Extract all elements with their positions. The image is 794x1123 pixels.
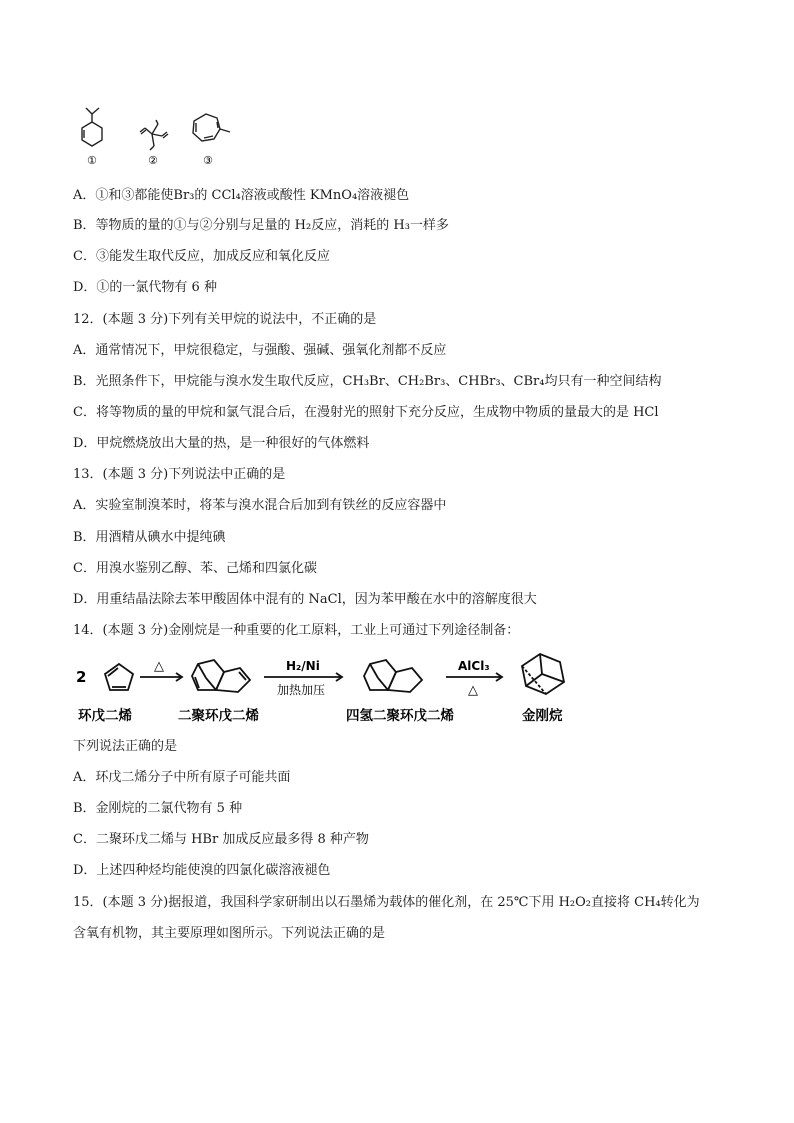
cyclopentadiene-ring <box>105 664 133 690</box>
scheme-svg <box>74 650 594 728</box>
q11-option-c: C．③能发生取代反应，加成反应和氧化反应 <box>73 249 330 264</box>
q12-stem: 12．(本题 3 分)下列有关甲烷的说法中，不正确的是 <box>73 312 377 327</box>
q15-line-1: 15．(本题 3 分)据报道，我国科学家研制出以石墨烯为载体的催化剂，在 25℃下用 H₂O₂直接将 CH₄转化为 <box>73 895 700 910</box>
q13-option-c: C．用溴水鉴别乙醇、苯、己烯和四氯化碳 <box>73 561 317 576</box>
q11-option-d: D．①的一氯代物有 6 种 <box>73 280 217 295</box>
name-dicyclopentadiene: 二聚环戊二烯 <box>178 708 259 724</box>
q12-option-c: C．将等物质的量的甲烷和氯气混合后，在漫射光的照射下充分反应，生成物中物质的量最大的是 HCl <box>73 405 659 420</box>
name-cyclopentadiene: 环戊二烯 <box>78 708 132 724</box>
arrow2-condition: 加热加压 <box>277 683 326 697</box>
q14-option-c: C．二聚环戊二烯与 HBr 加成反应最多得 8 种产物 <box>73 832 369 847</box>
label-2: ② <box>148 154 158 167</box>
molecule-3-drawing <box>193 114 230 141</box>
q13-stem: 13．(本题 3 分)下列说法中正确的是 <box>73 467 286 482</box>
q12-option-a: A．通常情况下，甲烷很稳定，与强酸、强碱、强氧化剂都不反应 <box>73 343 447 358</box>
q11-option-a: A．①和③都能使Br₃的 CCl₄溶液或酸性 KMnO₄溶液褪色 <box>73 188 410 203</box>
q14-option-b: B．金刚烷的二氯代物有 5 种 <box>73 801 243 816</box>
q11-option-b: B．等物质的量的①与②分别与足量的 H₂反应，消耗的 H₃一样多 <box>73 218 449 233</box>
q14-option-a: A．环戊二烯分子中所有原子可能共面 <box>73 770 291 785</box>
q13-option-d: D．用重结晶法除去苯甲酸固体中混有的 NaCl，因为苯甲酸在水中的溶解度很大 <box>73 592 537 607</box>
name-adamantane: 金刚烷 <box>522 708 563 724</box>
arrow1-condition: △ <box>154 659 164 674</box>
label-1: ① <box>87 154 97 167</box>
q12-option-d: D．甲烷燃烧放出大量的热，是一种很好的气体燃料 <box>73 436 370 451</box>
q13-option-a: A．实验室制溴苯时，将苯与溴水混合后加到有铁丝的反应容器中 <box>73 498 447 513</box>
arrow3-reagent: AlCl₃ <box>458 659 490 673</box>
name-tetrahydro-dicyclopentadiene: 四氢二聚环戊二烯 <box>346 708 454 724</box>
q11-structures-svg <box>70 102 240 170</box>
arrow2-reagent: H₂/Ni <box>286 659 320 673</box>
q14-stem: 14．(本题 3 分)金刚烷是一种重要的化工原料，工业上可通过下列途径制备： <box>73 623 520 638</box>
molecule-2-drawing <box>140 120 168 150</box>
q11-structures-figure <box>70 102 240 170</box>
label-3: ③ <box>203 154 213 167</box>
molecule-1-drawing <box>82 108 102 146</box>
q12-option-b: B．光照条件下，甲烷能与溴水发生取代反应，CH₃Br、CH₂Br₃、CHBr₃、CBr₄均只有一种空间结构 <box>73 374 662 389</box>
q14-lead: 下列说法正确的是 <box>73 739 178 754</box>
q13-option-b: B．用酒精从碘水中提纯碘 <box>73 530 226 545</box>
q15-line-2: 含氧有机物，其主要原理如图所示。下列说法正确的是 <box>73 926 386 941</box>
adamantane-synthesis-scheme <box>74 650 594 728</box>
arrow3-condition: △ <box>468 683 478 698</box>
coefficient-2: 2 <box>76 668 87 686</box>
q14-option-d: D．上述四种烃均能使溴的四氯化碳溶液褪色 <box>73 863 331 878</box>
